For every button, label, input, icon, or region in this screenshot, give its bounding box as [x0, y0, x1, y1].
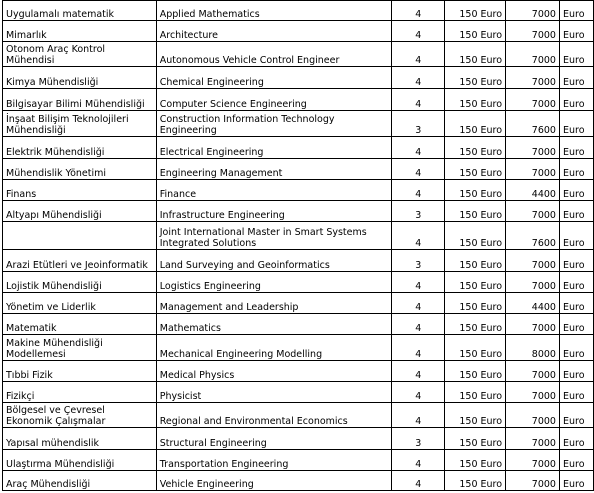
duration-years-cell: 4 [392, 67, 445, 89]
currency-cell: Euro [559, 382, 593, 403]
english-name-cell: Joint International Master in Smart Systems Integrated Solutions [156, 222, 392, 250]
table-row [3, 67, 594, 89]
application-fee-cell: 150 Euro [445, 293, 506, 314]
application-fee-cell: 150 Euro [445, 1, 506, 21]
currency-cell: Euro [559, 159, 593, 180]
table-row [3, 159, 594, 180]
currency-cell: Euro [559, 361, 593, 382]
turkish-name-cell: Makine Mühendisliği Modellemesi [3, 335, 157, 361]
tuition-amount-cell: 7000 [506, 21, 560, 42]
tuition-amount-cell: 7000 [506, 382, 560, 403]
turkish-name-cell: Mühendislik Yönetimi [3, 159, 157, 180]
programs-table-body [3, 1, 594, 491]
table-row [3, 89, 594, 111]
currency-cell: Euro [559, 471, 593, 491]
table-row [3, 1, 594, 21]
application-fee-cell: 150 Euro [445, 272, 506, 293]
duration-years-cell: 4 [392, 361, 445, 382]
english-name-cell: Physicist [156, 382, 392, 403]
application-fee-cell: 150 Euro [445, 403, 506, 428]
tuition-amount-cell: 8000 [506, 335, 560, 361]
turkish-name-cell: Altyapı Mühendisliği [3, 201, 157, 222]
table-row [3, 361, 594, 382]
application-fee-cell: 150 Euro [445, 335, 506, 361]
english-name-cell: Land Surveying and Geoinformatics [156, 250, 392, 272]
turkish-name-cell: Tıbbi Fizik [3, 361, 157, 382]
tuition-amount-cell: 7000 [506, 450, 560, 471]
duration-years-cell: 4 [392, 180, 445, 201]
application-fee-cell: 150 Euro [445, 111, 506, 137]
table-row [3, 21, 594, 42]
application-fee-cell: 150 Euro [445, 222, 506, 250]
currency-cell: Euro [559, 250, 593, 272]
tuition-amount-cell: 7000 [506, 201, 560, 222]
application-fee-cell: 150 Euro [445, 471, 506, 491]
tuition-amount-cell: 7000 [506, 471, 560, 491]
duration-years-cell: 4 [392, 21, 445, 42]
english-name-cell: Transportation Engineering [156, 450, 392, 471]
programs-table [2, 0, 594, 491]
tuition-amount-cell: 4400 [506, 293, 560, 314]
duration-years-cell: 4 [392, 382, 445, 403]
table-row [3, 137, 594, 159]
duration-years-cell: 4 [392, 89, 445, 111]
application-fee-cell: 150 Euro [445, 89, 506, 111]
turkish-name-cell: Arazi Etütleri ve Jeoinformatik [3, 250, 157, 272]
application-fee-cell: 150 Euro [445, 21, 506, 42]
turkish-name-cell [3, 222, 157, 250]
duration-years-cell: 3 [392, 250, 445, 272]
english-name-cell: Logistics Engineering [156, 272, 392, 293]
english-name-cell: Engineering Management [156, 159, 392, 180]
currency-cell: Euro [559, 111, 593, 137]
turkish-name-cell: Matematik [3, 314, 157, 335]
table-row [3, 314, 594, 335]
table-row [3, 335, 594, 361]
table-row [3, 471, 594, 491]
table-row [3, 250, 594, 272]
english-name-cell: Finance [156, 180, 392, 201]
tuition-amount-cell: 7000 [506, 89, 560, 111]
duration-years-cell: 4 [392, 403, 445, 428]
turkish-name-cell: Lojistik Mühendisliği [3, 272, 157, 293]
application-fee-cell: 150 Euro [445, 428, 506, 450]
application-fee-cell: 150 Euro [445, 450, 506, 471]
turkish-name-cell: Araç Mühendisliği [3, 471, 157, 491]
english-name-cell: Architecture [156, 21, 392, 42]
duration-years-cell: 4 [392, 159, 445, 180]
turkish-name-cell: Yapısal mühendislik [3, 428, 157, 450]
currency-cell: Euro [559, 89, 593, 111]
tuition-amount-cell: 4400 [506, 180, 560, 201]
currency-cell: Euro [559, 428, 593, 450]
currency-cell: Euro [559, 137, 593, 159]
table-row [3, 272, 594, 293]
duration-years-cell: 4 [392, 471, 445, 491]
tuition-amount-cell: 7600 [506, 111, 560, 137]
application-fee-cell: 150 Euro [445, 314, 506, 335]
application-fee-cell: 150 Euro [445, 382, 506, 403]
english-name-cell: Electrical Engineering [156, 137, 392, 159]
turkish-name-cell: Kimya Mühendisliği [3, 67, 157, 89]
english-name-cell: Infrastructure Engineering [156, 201, 392, 222]
currency-cell: Euro [559, 272, 593, 293]
turkish-name-cell: Fizikçi [3, 382, 157, 403]
english-name-cell: Structural Engineering [156, 428, 392, 450]
table-row [3, 111, 594, 137]
duration-years-cell: 4 [392, 335, 445, 361]
duration-years-cell: 4 [392, 293, 445, 314]
currency-cell: Euro [559, 335, 593, 361]
duration-years-cell: 4 [392, 314, 445, 335]
tuition-amount-cell: 7000 [506, 250, 560, 272]
tuition-amount-cell: 7000 [506, 42, 560, 67]
duration-years-cell: 4 [392, 42, 445, 67]
table-row [3, 201, 594, 222]
turkish-name-cell: Elektrik Mühendisliği [3, 137, 157, 159]
table-row [3, 428, 594, 450]
duration-years-cell: 4 [392, 1, 445, 21]
english-name-cell: Autonomous Vehicle Control Engineer [156, 42, 392, 67]
currency-cell: Euro [559, 314, 593, 335]
english-name-cell: Mathematics [156, 314, 392, 335]
currency-cell: Euro [559, 403, 593, 428]
currency-cell: Euro [559, 201, 593, 222]
table-row [3, 293, 594, 314]
english-name-cell: Vehicle Engineering [156, 471, 392, 491]
english-name-cell: Management and Leadership [156, 293, 392, 314]
currency-cell: Euro [559, 222, 593, 250]
english-name-cell: Applied Mathematics [156, 1, 392, 21]
application-fee-cell: 150 Euro [445, 201, 506, 222]
english-name-cell: Construction Information Technology Engineering [156, 111, 392, 137]
currency-cell: Euro [559, 42, 593, 67]
application-fee-cell: 150 Euro [445, 67, 506, 89]
tuition-amount-cell: 7000 [506, 272, 560, 293]
english-name-cell: Mechanical Engineering Modelling [156, 335, 392, 361]
tuition-amount-cell: 7000 [506, 428, 560, 450]
turkish-name-cell: Mimarlık [3, 21, 157, 42]
tuition-amount-cell: 7000 [506, 361, 560, 382]
currency-cell: Euro [559, 1, 593, 21]
english-name-cell: Computer Science Engineering [156, 89, 392, 111]
tuition-amount-cell: 7000 [506, 314, 560, 335]
tuition-amount-cell: 7000 [506, 137, 560, 159]
currency-cell: Euro [559, 293, 593, 314]
duration-years-cell: 4 [392, 272, 445, 293]
currency-cell: Euro [559, 67, 593, 89]
table-row [3, 180, 594, 201]
table-row [3, 222, 594, 250]
application-fee-cell: 150 Euro [445, 250, 506, 272]
duration-years-cell: 4 [392, 450, 445, 471]
turkish-name-cell: Bölgesel ve Çevresel Ekonomik Çalışmalar [3, 403, 157, 428]
table-row [3, 450, 594, 471]
turkish-name-cell: Ulaştırma Mühendisliği [3, 450, 157, 471]
tuition-amount-cell: 7600 [506, 222, 560, 250]
application-fee-cell: 150 Euro [445, 159, 506, 180]
turkish-name-cell: Uygulamalı matematik [3, 1, 157, 21]
application-fee-cell: 150 Euro [445, 137, 506, 159]
currency-cell: Euro [559, 21, 593, 42]
english-name-cell: Chemical Engineering [156, 67, 392, 89]
table-row [3, 403, 594, 428]
tuition-amount-cell: 7000 [506, 403, 560, 428]
turkish-name-cell: İnşaat Bilişim Teknolojileri Mühendisliği [3, 111, 157, 137]
turkish-name-cell: Bilgisayar Bilimi Mühendisliği [3, 89, 157, 111]
table-row [3, 42, 594, 67]
turkish-name-cell: Yönetim ve Liderlik [3, 293, 157, 314]
turkish-name-cell: Otonom Araç Kontrol Mühendisi [3, 42, 157, 67]
duration-years-cell: 3 [392, 111, 445, 137]
english-name-cell: Regional and Environmental Economics [156, 403, 392, 428]
currency-cell: Euro [559, 450, 593, 471]
english-name-cell: Medical Physics [156, 361, 392, 382]
duration-years-cell: 4 [392, 222, 445, 250]
duration-years-cell: 3 [392, 201, 445, 222]
turkish-name-cell: Finans [3, 180, 157, 201]
tuition-amount-cell: 7000 [506, 1, 560, 21]
tuition-amount-cell: 7000 [506, 67, 560, 89]
duration-years-cell: 4 [392, 137, 445, 159]
currency-cell: Euro [559, 180, 593, 201]
application-fee-cell: 150 Euro [445, 42, 506, 67]
application-fee-cell: 150 Euro [445, 180, 506, 201]
application-fee-cell: 150 Euro [445, 361, 506, 382]
duration-years-cell: 3 [392, 428, 445, 450]
tuition-amount-cell: 7000 [506, 159, 560, 180]
table-row [3, 382, 594, 403]
